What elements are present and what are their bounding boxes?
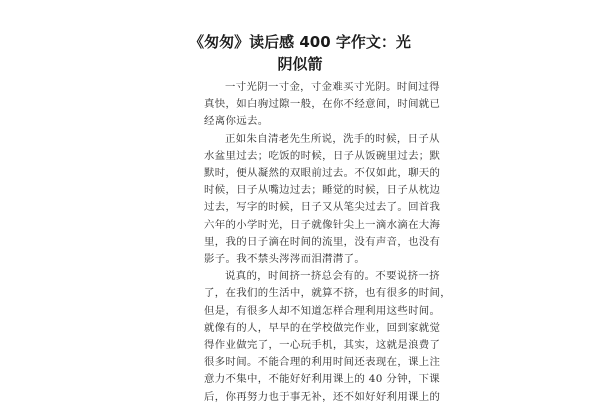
text-line: 后，你再努力也于事无补，还不如好好利用课上的 (204, 390, 441, 403)
document-title: 《匆匆》读后感 400 字作文：光阴似箭 (189, 33, 411, 73)
text-line: 经离你远去。 (204, 115, 269, 128)
text-line: 真快，如白驹过隙一般，在你不经意间，时间就已 (204, 98, 441, 111)
text-line: 影子。我不禁头涔涔而泪潸潸了。 (204, 253, 366, 266)
text-line: 水盆里过去；吃饭的时候，日子从饭碗里过去；默 (204, 149, 441, 162)
text-line: 时候，日子从嘴边过去；睡觉的时候，日子从枕边 (204, 184, 441, 197)
text-line: 正如朱自清老先生所说，洗手的时候，日子从 (225, 132, 440, 145)
paragraph-2 (204, 131, 441, 269)
text-line: 很多时间。不能合理的利用时间还表现在，课上注 (204, 356, 441, 369)
text-line: 了，在我们的生活中，就算不挤，也有很多的时间， (204, 287, 452, 300)
text-line: 说真的，时间挤一挤总会有的。不要说挤一挤 (225, 270, 440, 283)
paragraph-1 (204, 79, 441, 131)
text-line: 六年的小学时光，日子就像针尖上一滴水滴在大海 (204, 218, 441, 231)
paragraph-3 (204, 268, 452, 406)
text-line: 默时，便从凝然的双眼前过去。不仅如此，聊天的 (204, 167, 441, 180)
text-line: 意力不集中，不能好好利用课上的 40 分钟，下课 (204, 373, 441, 386)
text-line: 就像有的人，早早的在学校做完作业，回到家就觉 (204, 321, 441, 334)
text-line: 得作业做完了，一心玩手机，其实，这就是浪费了 (204, 339, 441, 352)
text-line: 过去，写字的时候，日子又从笔尖过去了。回首我 (204, 201, 441, 214)
document-body (204, 79, 452, 406)
text-line: 里，我的日子滴在时间的流里，没有声音，也没有 (204, 235, 441, 248)
text-line: 一寸光阴一寸金，寸金难买寸光阴。时间过得 (225, 81, 440, 93)
text-line: 但是，有很多人却不知道怎样合理利用这些时间。 (204, 304, 441, 317)
